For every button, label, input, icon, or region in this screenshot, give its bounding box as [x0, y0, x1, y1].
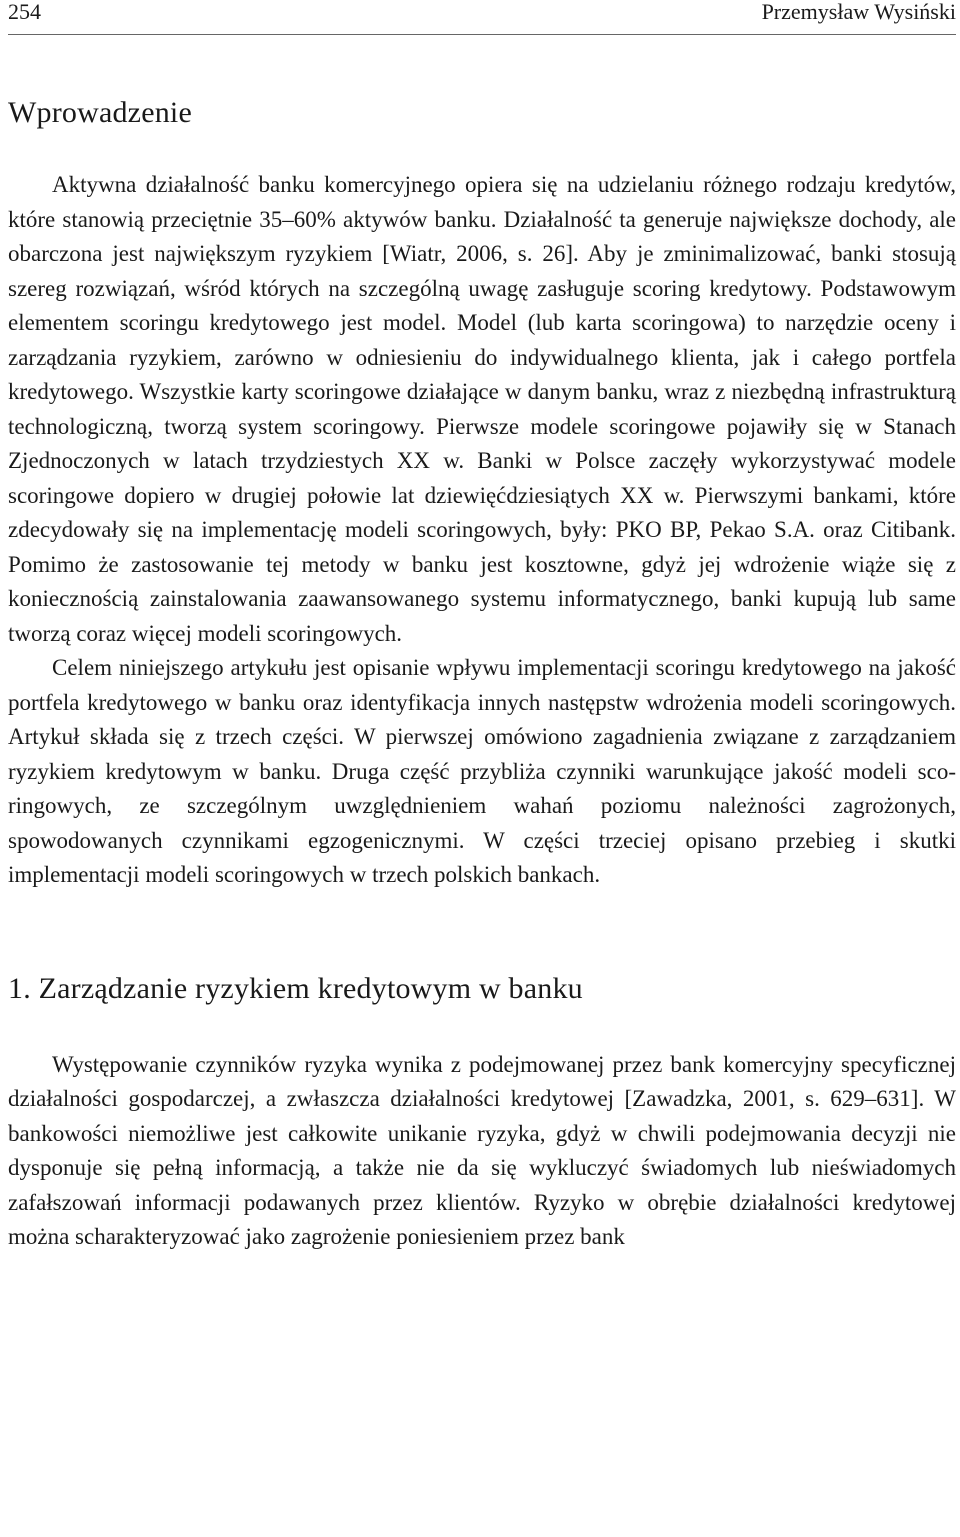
intro-heading: Wprowadzenie: [8, 96, 192, 129]
running-author: Przemysław Wysiński: [761, 0, 956, 24]
section-1-body: [8, 1048, 956, 1255]
document-page: [8, 0, 956, 1255]
section-1-heading: 1. Zarządzanie ryzykiem kredytowym w banku: [8, 971, 583, 1005]
intro-body: [8, 168, 956, 893]
page-number: 254: [8, 0, 41, 24]
running-header: [8, 0, 956, 35]
intro-paragraph-2: Celem niniejszego artykułu jest opisanie wpływu implementacji scoringu kredytowego na jakość portfela kredytowego w banku oraz identyfikacja innych następstw wdrożenia modeli scoringowych. Artykuł składa się z trzech części. W pierwszej omówiono zagadnienia związane z zarządzaniem ryzykiem kredytowym w banku. Druga część przybliża czynniki warunkujące jakość modeli scoringowych, ze szczególnym uwzględnieniem wahań poziomu należności zagrożonych, spowodowanych czynnikami egzogenicznymi. W części trzeciej opisano przebieg i skutki implementacji modeli scoringowych w trzech polskich bankach.: [8, 655, 956, 887]
intro-paragraph-1: Aktywna działalność banku komercyjnego opiera się na udzielaniu różnego rodzaju kredytów, które stanowią przeciętnie 35–60% aktywów banku. Działalność ta generuje największe dochody, ale obarczona jest największym ryzykiem [Wiatr, 2006, s. 26]. Aby je zminimalizować, banki stosują szereg rozwiązań, wśród których na szczególną uwagę zasługuje scoring kredytowy. Podstawowym elementem scoringu kredytowego jest model. Model (lub karta scoringowa) to narzędzie oceny i zarządzania ryzykiem, zarówno w odniesieniu do indywidualnego klienta, jak i całego portfela kredytowego. Wszystkie karty scoringowe działające w danym banku, wraz z niezbędną infrastrukturą technologiczną, tworzą system scoringowy. Pierwsze modele scoringowe pojawiły się w Stanach Zjednoczonych w latach trzydziestych XX w. Banki w Polsce zaczęły wykorzystywać modele scoringowe dopiero w drugiej połowie lat dziewięćdziesiątych XX w. Pierwszymi bankami, które zdecydowały się na implementację modeli scoringowych, były: PKO BP, Pekao S.A. oraz Citibank. Pomimo że zastosowanie tej metody w banku jest kosztowne, gdyż jej wdrożenie wiąże się z koniecznością zainstalowania zaawansowanego systemu informatycznego, banki kupują lub same tworzą coraz więcej modeli scoringowych.: [8, 172, 956, 646]
section-1-paragraph-1: Występowanie czynników ryzyka wynika z podejmowanej przez bank komercyjny specyficznej działalności gospodarczej, a zwłaszcza działalności kredytowej [Zawadzka, 2001, s. 629–631]. W bankowości niemożliwe jest całkowite unikanie ryzyka, gdyż w chwili podejmowania decyzji nie dysponuje się pełną informacją, a także nie da się wykluczyć świadomych lub nieświadomych zafałszowań informacji podawanych przez klientów. Ryzyko w obrębie działalności kredytowej można scharakteryzować jako zagrożenie poniesieniem przez bank: [8, 1051, 956, 1249]
